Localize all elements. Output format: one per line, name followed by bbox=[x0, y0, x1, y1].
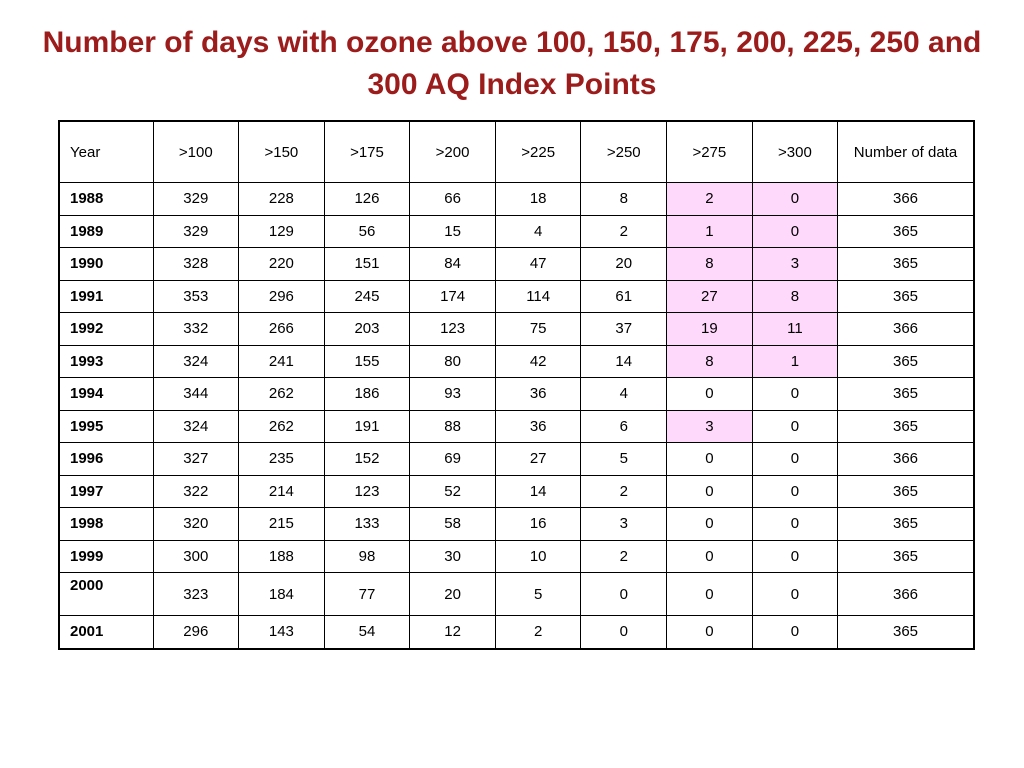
value-cell: 365 bbox=[838, 345, 974, 378]
value-cell: 0 bbox=[752, 573, 838, 616]
value-cell: 0 bbox=[752, 183, 838, 216]
value-cell: 262 bbox=[239, 378, 325, 411]
value-cell: 2 bbox=[581, 475, 667, 508]
value-cell: 37 bbox=[581, 313, 667, 346]
column-header-gt100: >100 bbox=[153, 121, 239, 183]
column-header-year: Year bbox=[59, 121, 153, 183]
value-cell: 0 bbox=[752, 215, 838, 248]
value-cell: 324 bbox=[153, 345, 239, 378]
value-cell: 2 bbox=[581, 215, 667, 248]
table-body bbox=[59, 183, 974, 649]
value-cell: 75 bbox=[495, 313, 581, 346]
value-cell: 5 bbox=[581, 443, 667, 476]
value-cell: 296 bbox=[239, 280, 325, 313]
value-cell: 365 bbox=[838, 280, 974, 313]
value-cell: 123 bbox=[324, 475, 410, 508]
value-cell: 0 bbox=[752, 475, 838, 508]
value-cell: 332 bbox=[153, 313, 239, 346]
table-header-row bbox=[59, 121, 974, 183]
table-row bbox=[59, 313, 974, 346]
value-cell: 14 bbox=[581, 345, 667, 378]
value-cell: 320 bbox=[153, 508, 239, 541]
value-cell: 123 bbox=[410, 313, 496, 346]
value-cell: 0 bbox=[667, 378, 753, 411]
value-cell: 0 bbox=[752, 443, 838, 476]
value-cell: 203 bbox=[324, 313, 410, 346]
table-row bbox=[59, 378, 974, 411]
value-cell: 0 bbox=[667, 616, 753, 649]
value-cell: 52 bbox=[410, 475, 496, 508]
value-cell: 365 bbox=[838, 410, 974, 443]
value-cell: 14 bbox=[495, 475, 581, 508]
year-cell: 1988 bbox=[59, 183, 153, 216]
value-cell: 19 bbox=[667, 313, 753, 346]
value-cell: 66 bbox=[410, 183, 496, 216]
value-cell: 300 bbox=[153, 540, 239, 573]
value-cell: 2 bbox=[667, 183, 753, 216]
value-cell: 1 bbox=[752, 345, 838, 378]
value-cell: 16 bbox=[495, 508, 581, 541]
ozone-table-container bbox=[58, 120, 965, 650]
value-cell: 20 bbox=[581, 248, 667, 281]
value-cell: 80 bbox=[410, 345, 496, 378]
table-row bbox=[59, 475, 974, 508]
value-cell: 155 bbox=[324, 345, 410, 378]
value-cell: 324 bbox=[153, 410, 239, 443]
year-cell: 1992 bbox=[59, 313, 153, 346]
value-cell: 365 bbox=[838, 378, 974, 411]
value-cell: 15 bbox=[410, 215, 496, 248]
year-cell: 1993 bbox=[59, 345, 153, 378]
value-cell: 2 bbox=[495, 616, 581, 649]
column-header-gt250: >250 bbox=[581, 121, 667, 183]
value-cell: 47 bbox=[495, 248, 581, 281]
value-cell: 3 bbox=[752, 248, 838, 281]
value-cell: 10 bbox=[495, 540, 581, 573]
column-header-gt200: >200 bbox=[410, 121, 496, 183]
value-cell: 184 bbox=[239, 573, 325, 616]
value-cell: 0 bbox=[581, 616, 667, 649]
value-cell: 191 bbox=[324, 410, 410, 443]
value-cell: 0 bbox=[581, 573, 667, 616]
value-cell: 58 bbox=[410, 508, 496, 541]
value-cell: 54 bbox=[324, 616, 410, 649]
value-cell: 323 bbox=[153, 573, 239, 616]
value-cell: 129 bbox=[239, 215, 325, 248]
year-cell: 1996 bbox=[59, 443, 153, 476]
value-cell: 0 bbox=[752, 508, 838, 541]
value-cell: 12 bbox=[410, 616, 496, 649]
value-cell: 329 bbox=[153, 215, 239, 248]
value-cell: 174 bbox=[410, 280, 496, 313]
value-cell: 114 bbox=[495, 280, 581, 313]
value-cell: 366 bbox=[838, 573, 974, 616]
value-cell: 365 bbox=[838, 508, 974, 541]
value-cell: 296 bbox=[153, 616, 239, 649]
value-cell: 344 bbox=[153, 378, 239, 411]
table-row bbox=[59, 616, 974, 649]
year-cell: 1997 bbox=[59, 475, 153, 508]
value-cell: 126 bbox=[324, 183, 410, 216]
value-cell: 143 bbox=[239, 616, 325, 649]
value-cell: 77 bbox=[324, 573, 410, 616]
value-cell: 18 bbox=[495, 183, 581, 216]
column-header-gt300: >300 bbox=[752, 121, 838, 183]
value-cell: 322 bbox=[153, 475, 239, 508]
year-cell: 1995 bbox=[59, 410, 153, 443]
value-cell: 0 bbox=[752, 616, 838, 649]
column-header-gt175: >175 bbox=[324, 121, 410, 183]
table-row bbox=[59, 443, 974, 476]
table-row bbox=[59, 215, 974, 248]
value-cell: 11 bbox=[752, 313, 838, 346]
value-cell: 366 bbox=[838, 183, 974, 216]
column-header-gt275: >275 bbox=[667, 121, 753, 183]
year-cell: 1991 bbox=[59, 280, 153, 313]
table-row bbox=[59, 540, 974, 573]
value-cell: 329 bbox=[153, 183, 239, 216]
table-row bbox=[59, 410, 974, 443]
table-row bbox=[59, 573, 974, 616]
value-cell: 3 bbox=[667, 410, 753, 443]
value-cell: 61 bbox=[581, 280, 667, 313]
value-cell: 365 bbox=[838, 475, 974, 508]
value-cell: 69 bbox=[410, 443, 496, 476]
year-cell: 2001 bbox=[59, 616, 153, 649]
value-cell: 4 bbox=[495, 215, 581, 248]
value-cell: 241 bbox=[239, 345, 325, 378]
value-cell: 215 bbox=[239, 508, 325, 541]
value-cell: 220 bbox=[239, 248, 325, 281]
column-header-number-of-data: Number of data bbox=[838, 121, 974, 183]
ozone-days-table bbox=[58, 120, 975, 650]
value-cell: 36 bbox=[495, 378, 581, 411]
value-cell: 6 bbox=[581, 410, 667, 443]
value-cell: 8 bbox=[581, 183, 667, 216]
value-cell: 214 bbox=[239, 475, 325, 508]
value-cell: 266 bbox=[239, 313, 325, 346]
value-cell: 30 bbox=[410, 540, 496, 573]
value-cell: 262 bbox=[239, 410, 325, 443]
table-row bbox=[59, 183, 974, 216]
value-cell: 88 bbox=[410, 410, 496, 443]
value-cell: 328 bbox=[153, 248, 239, 281]
value-cell: 365 bbox=[838, 215, 974, 248]
table-row bbox=[59, 508, 974, 541]
value-cell: 0 bbox=[752, 378, 838, 411]
value-cell: 8 bbox=[667, 345, 753, 378]
value-cell: 4 bbox=[581, 378, 667, 411]
year-cell: 1994 bbox=[59, 378, 153, 411]
value-cell: 93 bbox=[410, 378, 496, 411]
value-cell: 152 bbox=[324, 443, 410, 476]
year-cell: 1990 bbox=[59, 248, 153, 281]
value-cell: 133 bbox=[324, 508, 410, 541]
value-cell: 5 bbox=[495, 573, 581, 616]
value-cell: 84 bbox=[410, 248, 496, 281]
value-cell: 365 bbox=[838, 248, 974, 281]
table-row bbox=[59, 280, 974, 313]
value-cell: 0 bbox=[667, 443, 753, 476]
column-header-gt225: >225 bbox=[495, 121, 581, 183]
value-cell: 245 bbox=[324, 280, 410, 313]
value-cell: 20 bbox=[410, 573, 496, 616]
slide-title: Number of days with ozone above 100, 150, 175, 200, 225, 250 and 300 AQ Index Points bbox=[42, 26, 982, 101]
value-cell: 353 bbox=[153, 280, 239, 313]
value-cell: 366 bbox=[838, 443, 974, 476]
value-cell: 42 bbox=[495, 345, 581, 378]
value-cell: 188 bbox=[239, 540, 325, 573]
value-cell: 151 bbox=[324, 248, 410, 281]
value-cell: 56 bbox=[324, 215, 410, 248]
value-cell: 3 bbox=[581, 508, 667, 541]
value-cell: 0 bbox=[667, 540, 753, 573]
table-row bbox=[59, 345, 974, 378]
value-cell: 36 bbox=[495, 410, 581, 443]
value-cell: 327 bbox=[153, 443, 239, 476]
value-cell: 0 bbox=[752, 410, 838, 443]
value-cell: 27 bbox=[495, 443, 581, 476]
value-cell: 0 bbox=[667, 573, 753, 616]
value-cell: 0 bbox=[667, 475, 753, 508]
value-cell: 1 bbox=[667, 215, 753, 248]
value-cell: 8 bbox=[667, 248, 753, 281]
year-cell: 1998 bbox=[59, 508, 153, 541]
value-cell: 365 bbox=[838, 540, 974, 573]
table-row bbox=[59, 248, 974, 281]
value-cell: 8 bbox=[752, 280, 838, 313]
value-cell: 186 bbox=[324, 378, 410, 411]
value-cell: 235 bbox=[239, 443, 325, 476]
value-cell: 366 bbox=[838, 313, 974, 346]
value-cell: 0 bbox=[667, 508, 753, 541]
value-cell: 27 bbox=[667, 280, 753, 313]
value-cell: 228 bbox=[239, 183, 325, 216]
year-cell: 1989 bbox=[59, 215, 153, 248]
value-cell: 98 bbox=[324, 540, 410, 573]
year-cell: 1999 bbox=[59, 540, 153, 573]
value-cell: 2 bbox=[581, 540, 667, 573]
value-cell: 365 bbox=[838, 616, 974, 649]
column-header-gt150: >150 bbox=[239, 121, 325, 183]
value-cell: 0 bbox=[752, 540, 838, 573]
year-cell: 2000 bbox=[59, 573, 153, 616]
